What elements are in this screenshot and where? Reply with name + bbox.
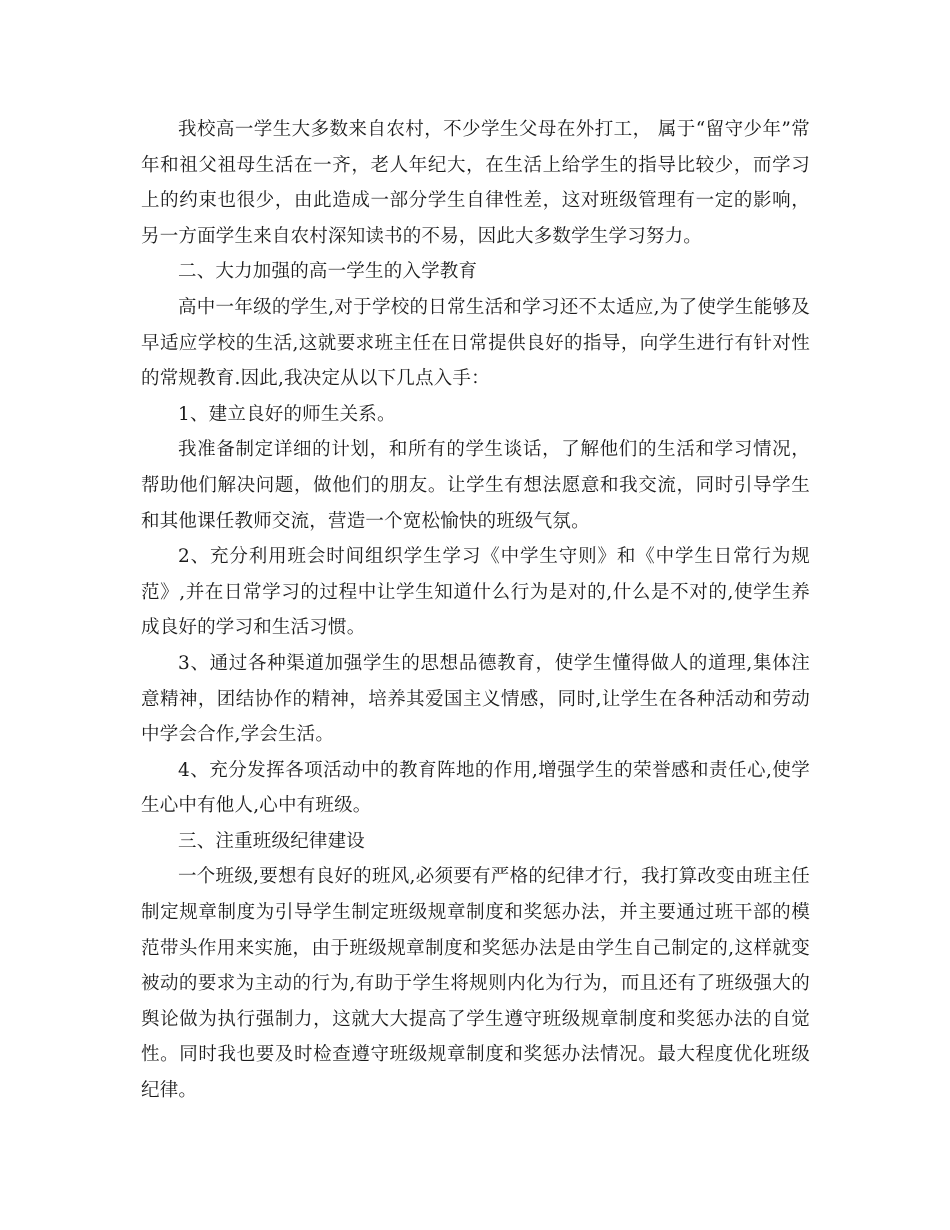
list-item-4: 4、充分发挥各项活动中的教育阵地的作用,增强学生的荣誉感和责任心,使学生心中有他人,心中有班级。 bbox=[141, 759, 810, 817]
list-item-2: 2、充分利用班会时间组织学生学习《中学生守则》和《中学生日常行为规范》,并在日常学习的过程中让学生知道什么行为是对的,什么是不对的,使学生养成良好的学习和生活习惯。 bbox=[141, 546, 810, 639]
paragraph-section-3: 一个班级,要想有良好的班风,必须要有严格的纪律才行，我打算改变由班主任制定规章制度为引导学生制定班级规章制度和奖惩办法，并主要通过班干部的模范带头作用来实施，由于班级规章制度和奖惩办法是由学生自己制定的,这样就变被动的要求为主动的行为,有助于学生将规则内化为行为，而且还有了班级强大的舆论做为执行强制力，这就大大提高了学生遵守班级规章制度和奖惩办法的自觉性。同时我也要及时检查遵守班级规章制度和奖惩办法情况。最大程度优化班级纪律。 bbox=[141, 866, 810, 1102]
section-heading-3: 三、注重班级纪律建设 bbox=[178, 830, 366, 852]
list-item-1-title: 1、建立良好的师生关系。 bbox=[178, 403, 396, 425]
paragraph-item-1: 我准备制定详细的计划，和所有的学生谈话，了解他们的生活和学习情况，帮助他们解决问题，做他们的朋友。让学生有想法愿意和我交流，同时引导学生和其他课任教师交流，营造一个宽松愉快的班级气氛。 bbox=[141, 439, 810, 532]
paragraph-section-2: 高中一年级的学生,对于学校的日常生活和学习还不太适应,为了使学生能够及早适应学校的生活,这就要求班主任在日常提供良好的指导，向学生进行有针对性的常规教育.因此,我决定从以下几点入手： bbox=[141, 296, 810, 390]
paragraph-intro: 我校高一学生大多数来自农村，不少学生父母在外打工， 属于“留守少年”常年和祖父祖母生活在一齐，老人年纪大，在生活上给学生的指导比较少，而学习上的约束也很少，由此造成一部分学生自律性差，这对班级管理有一定的影响，另一方面学生来自农村深知读书的不易，因此大多数学生学习努力。 bbox=[141, 119, 810, 247]
list-item-3: 3、通过各种渠道加强学生的思想品德教育，使学生懂得做人的道理,集体注意精神，团结协作的精神，培养其爱国主义情感，同时,让学生在各种活动和劳动中学会合作,学会生活。 bbox=[141, 652, 810, 746]
section-heading-2: 二、大力加强的高一学生的入学教育 bbox=[178, 261, 478, 283]
